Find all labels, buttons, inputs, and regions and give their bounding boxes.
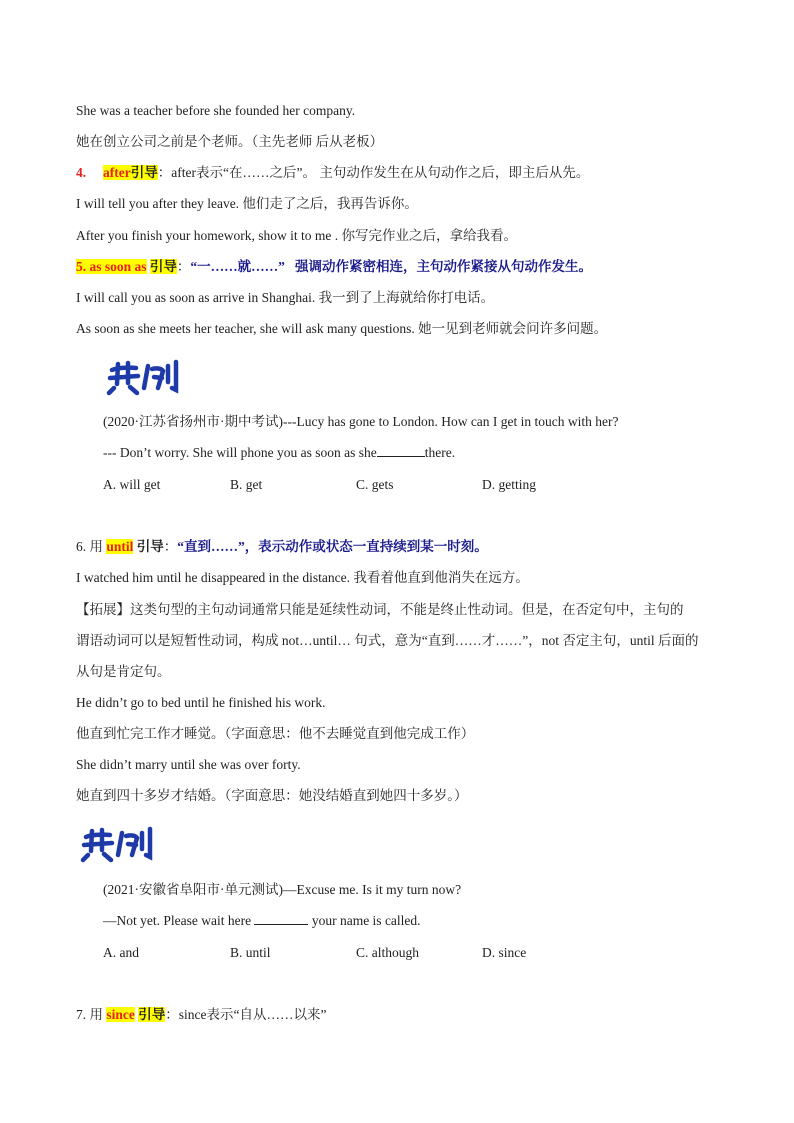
keyword-lead: 引导 [138,1007,166,1022]
example1-option-b[interactable]: B. get [230,477,263,492]
sentence-asap-2: As soon as she meets her teacher, she will ask many questions. 她一见到老师就会问许多问题。 [76,321,608,336]
sentence-until-3: She didn’t marry until she was over forty. [76,757,301,772]
heading-since [76,1006,326,1024]
heading-colon: ： [176,259,191,274]
sentence-until-3-translation: 她直到四十多岁才结婚。（字面意思：她没结婚直到她四十多岁。） [76,788,468,803]
example2-answer-pre: —Not yet. Please wait here [103,913,252,928]
heading-after [76,164,589,182]
example1-option-c[interactable]: C. gets [356,477,394,492]
example2-question: (2021·安徽省阜阳市·单元测试)—Excuse me. Is it my turn now? [103,882,462,897]
example1-option-a[interactable]: A. will get [103,477,161,492]
keyword-after: after [103,165,131,180]
keyword-since: since [106,1007,135,1022]
extension-line-1: 【拓展】这类句型的主句动词通常只能是延续性动词，不能是终止性动词。但是，在否定句中，主句的 [76,602,684,617]
keyword-until: until [106,539,134,554]
example1-answer-pre: --- Don’t worry. She will phone you as soon as she [103,445,377,460]
example1-question: (2020·江苏省扬州市·期中考试)---Lucy has gone to London. How can I get in touch with her? [103,414,619,429]
logo-text: 典例 [106,358,108,359]
dianli-logo [80,825,156,863]
answer-blank[interactable] [254,912,308,925]
heading-until [76,538,488,556]
heading-desc: since表示“自从……以来” [178,1007,327,1022]
dianli-logo [106,358,182,396]
sentence-before: She was a teacher before she founded her company. [76,103,356,118]
extension-line-2: 谓语动词可以是短暂性动词，构成 not…until… 句式，意为“直到……才……”，not 否定主句，until 后面的 [76,633,699,648]
example2-answer [103,912,421,930]
sentence-until-2-translation: 他直到忙完工作才睡觉。（字面意思：他不去睡觉直到他完成工作） [76,726,475,741]
example2-option-c[interactable]: C. although [356,945,419,960]
keyword-as-soon-as: 5. as soon as [76,259,147,274]
sentence-before-translation: 她在创立公司之前是个老师。（主先老师 后从老板） [76,134,384,149]
example1-option-d[interactable]: D. getting [482,477,536,492]
heading-quote: “一……就……” [190,259,285,274]
sentence-until-2: He didn’t go to bed until he finished his work. [76,695,326,710]
heading-desc: “直到……”，表示动作或状态一直持续到某一时刻。 [177,539,488,554]
keyword-lead: 引导 [136,539,164,554]
heading-desc: after表示“在……之后”。 主句动作发生在从句动作之后，即主后从先。 [171,165,590,180]
sentence-after-2: After you finish your homework, show it to me . 你写完作业之后，拿给我看。 [76,228,517,243]
keyword-lead: 引导 [149,259,177,274]
heading-colon: ： [157,165,172,180]
heading-number: 4. [76,165,87,180]
heading-colon: ： [163,539,178,554]
heading-desc: 强调动作紧密相连，主句动作紧接从句动作发生。 [295,259,593,274]
example1-answer-post: there. [424,445,456,460]
keyword-lead: 引导 [130,165,158,180]
heading-as-soon-as [76,258,592,276]
example2-option-b[interactable]: B. until [230,945,271,960]
example1-answer [103,444,455,462]
example2-option-a[interactable]: A. and [103,945,139,960]
heading-colon: ： [165,1007,179,1022]
heading-number: 6. 用 [76,539,103,554]
answer-blank[interactable] [377,444,425,457]
extension-line-3: 从句是肯定句。 [76,664,171,679]
sentence-asap-1: I will call you as soon as arrive in Shanghai. 我一到了上海就给你打电话。 [76,290,495,305]
sentence-until-1: I watched him until he disappeared in the distance. 我看着他直到他消失在远方。 [76,570,529,585]
logo-text: 典例 [80,825,82,826]
sentence-after-1: I will tell you after they leave. 他们走了之后，我再告诉你。 [76,196,418,211]
example2-answer-post: your name is called. [311,913,421,928]
heading-number: 7. 用 [76,1007,103,1022]
example2-option-d[interactable]: D. since [482,945,527,960]
